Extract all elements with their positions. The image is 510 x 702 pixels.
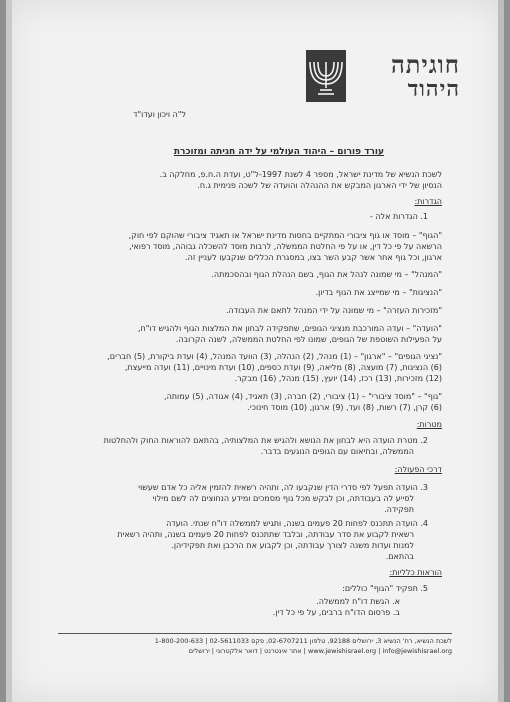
list-item: 1. הגדרות אלה - <box>369 212 428 221</box>
paragraph-line: "הגוף" – מוסד או גוף ציבורי המתקיים בחסות מדינת ישראל או תאגיד ציבורי שהוקם לפי חוק, <box>128 231 442 240</box>
page-edge-shadow-left <box>6 0 12 702</box>
list-item: 2. מטרת הועדה היא לבחון את הנושא ולהגיש את המלצותיה, בהתאם להוראות החוק ולהחלטות <box>103 436 428 445</box>
paragraph-line: ארגון, וכל גוף אחר אשר קבע השר בצו, במסגרת הכללים שנקבעו לעניין זה. <box>185 253 442 262</box>
footer-line: www.jewishisrael.org | info@jewishisrael.org | אתר אינטרנט | דואר אלקטרוני | ירושלים <box>188 647 452 655</box>
paragraph-line: "הנציגות" – מי שמייצג את הגוף בדיון. <box>315 288 442 297</box>
paragraph-line: (12) מזכירות, (13) רכז, (14) יועץ, (15) מנהל, (16) מבקר. <box>234 374 442 383</box>
paragraph-line: (6) קרן, (7) רשות, (8) ועד, (9) ארגון, (10) מוסד חינוכי. <box>247 403 442 412</box>
paragraph-line: "נציגי הגופים" – "ארגון" – (1) מנהל, (2) הנהלה, (3) הוועד המנהל, (4) ועדת ביקורת, (5) חברים, <box>107 352 442 361</box>
list-item: בהתאם. <box>385 552 414 561</box>
paragraph-line: "המנהל" – מי שמונה לנהל את הגוף, בשם הנהלת הגוף ובהסכמתה. <box>211 270 442 279</box>
section-heading: הגדרות: <box>414 197 442 206</box>
section-heading: הוראות כלליות: <box>389 568 442 577</box>
document-page <box>6 0 504 702</box>
list-item: 5. תפקיד "הגוף" כוללים: <box>342 584 428 593</box>
document-title: עורד פורום – היהוד העולמי על ידה חגיתה ומזוכרת <box>173 147 384 157</box>
paragraph-line: "הועדה" – ועדה המורכבת מנציגי הגופים, שתפקידה לבחון את המלצות הגוף ולהגיש דו"ח, <box>138 324 442 333</box>
list-item: לסייע לה בעבודתה, וכן לבקש מכל גוף מסמכים ומידע הנחוצים לה לשם מילוי <box>152 494 414 503</box>
list-item: ב. פרסום הדו"ח ברבים, על פי כל דין. <box>272 608 400 617</box>
section-heading: דרכי הפעולה: <box>394 465 442 474</box>
list-item: הממשלה, ובתיאום עם הגופים הנוגעים בדבר. <box>260 447 414 456</box>
paragraph-line: (6) הנציגות, (7) מועצה, (8) מליאה, (9) ועדת כספים, (10) ועדת מינויים, (11) ועדה מייעצת, <box>124 363 442 372</box>
paragraph-line: "מזכירות העזרה" – מי שמונה על ידי המנהל לתאם את העבודה. <box>225 306 442 315</box>
paragraph-line: הרשאה על פי כל דין, או על פי החלטת הממשלה, לרבות מוסד להשכלה גבוהה, מוסד רפואי, <box>129 242 442 251</box>
list-item: למנות ועדות משנה לצורך עבודתה, וכן לקבוע את הרכבן ואת תפקידיהן. <box>171 541 414 550</box>
logo <box>306 50 466 108</box>
list-item: 4. הועדה תתכנס לפחות 20 פעמים בשנה, ותגיש לממשלה דו"ח שנתי. הועדה <box>166 519 428 528</box>
footer-divider <box>58 633 452 634</box>
logo-text: היהוד <box>407 76 460 102</box>
addressee: ל"ה ויכון ועדו"ד <box>133 110 186 119</box>
intro-line: לשכת הנשיא של מדינת ישראל, מספר 4 לשנת 1997-ל"ט, ועדת ה.ח.פ, מחלקה ב. <box>159 170 442 179</box>
list-item: רשאית לקבוע את סדר עבודתה, ובלבד שתתכנס לפחות 20 פעמים בשנה, ותהיה רשאית <box>117 530 414 539</box>
list-item: 3. הועדה תפעל לפי סדרי הדין שנקבעו לה, ותהיה רשאית להזמין אליה כל אדם שעשוי <box>138 483 428 492</box>
list-item: א. הגשת דו"ח לממשלה. <box>316 597 400 606</box>
list-item: תפקידה. <box>384 505 414 514</box>
footer-line: לשכת הנשיא, רח' הנשיא 3, ירושלים 92188, טלפון 02-6707211, פקס 02-5611033 | 1-800-200-633 <box>154 637 452 645</box>
paragraph-line: על הפעילות השוטפת של הגופים, שמונו לפי החלטת הממשלה, לשנה הקרובה. <box>175 335 442 344</box>
section-heading: מטרות: <box>416 420 442 429</box>
menorah-emblem-icon <box>306 50 346 102</box>
logo-text: חוגיתה <box>391 50 460 79</box>
intro-line: הנסיון של ידי הארגון המבקש את ההנהלה והועדה של לשכה פנימית ג.ח. <box>197 181 442 190</box>
paragraph-line: "גוף" – "מוסד ציבורי" – (1) ציבורי, (2) חברה, (3) תאגיד, (4) אגודה, (5) עמותה, <box>164 392 442 401</box>
page-edge-shadow-right <box>498 0 504 702</box>
